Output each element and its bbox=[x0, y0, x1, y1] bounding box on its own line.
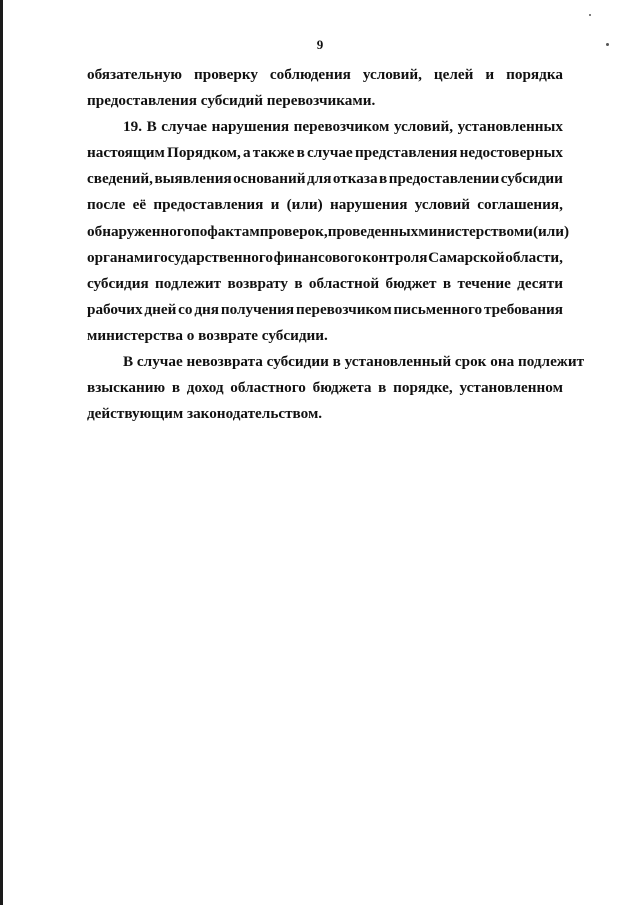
word: нарушения bbox=[329, 196, 408, 214]
word: субсидия bbox=[87, 274, 149, 292]
word: государственного bbox=[153, 248, 273, 266]
paragraph bbox=[87, 114, 570, 349]
word: выявления bbox=[154, 170, 232, 188]
word: для bbox=[307, 170, 332, 188]
word: отказа bbox=[332, 170, 378, 188]
text-line bbox=[87, 114, 563, 140]
word: проверок, bbox=[259, 222, 328, 240]
word: порядка bbox=[506, 66, 563, 83]
word: Самарской bbox=[428, 248, 505, 266]
word: письменного bbox=[393, 300, 483, 318]
word: десяти bbox=[517, 274, 563, 292]
word: перевозчиком bbox=[296, 300, 392, 318]
word: после bbox=[87, 196, 126, 214]
word: В bbox=[146, 118, 157, 136]
word: со bbox=[178, 300, 193, 318]
text-line bbox=[87, 349, 585, 375]
word: порядке, bbox=[393, 379, 453, 397]
word: соблюдения bbox=[269, 66, 351, 83]
word: сведений, bbox=[87, 170, 153, 188]
text-line bbox=[87, 297, 563, 323]
scan-speck bbox=[589, 14, 591, 16]
word: дня bbox=[194, 300, 220, 318]
text-line bbox=[87, 245, 563, 271]
word: представления bbox=[354, 144, 458, 162]
word: условий, bbox=[362, 66, 422, 83]
word: контроля bbox=[362, 248, 428, 266]
word: в bbox=[442, 274, 452, 292]
word: доход bbox=[186, 379, 224, 397]
word: министерства о возврате субсидии. bbox=[87, 326, 328, 344]
word: дней bbox=[144, 300, 177, 318]
word: В случае невозврата субсидии в установленный срок она подлежит bbox=[123, 353, 585, 371]
text-line bbox=[87, 375, 563, 401]
word: в bbox=[171, 379, 181, 397]
word: также bbox=[252, 144, 295, 162]
word: (или) bbox=[286, 196, 323, 214]
word: случае bbox=[306, 144, 353, 162]
word: её bbox=[132, 196, 147, 214]
word: по bbox=[190, 222, 208, 240]
paragraph bbox=[87, 349, 585, 427]
text-line bbox=[87, 192, 563, 218]
text-line bbox=[87, 62, 563, 88]
word: установленном bbox=[459, 379, 563, 397]
word: министерством bbox=[418, 222, 525, 240]
text-line bbox=[87, 140, 563, 166]
word: органами bbox=[87, 248, 153, 266]
word: области, bbox=[505, 248, 563, 266]
text-line bbox=[87, 219, 570, 245]
word: предоставления субсидий перевозчиками. bbox=[87, 92, 376, 110]
word: целей bbox=[433, 66, 474, 83]
word: бюджета bbox=[312, 379, 372, 397]
word: в bbox=[379, 170, 388, 188]
word: а bbox=[242, 144, 251, 162]
text-line bbox=[87, 271, 563, 297]
word: областного bbox=[230, 379, 306, 397]
word: получения bbox=[220, 300, 295, 318]
text-line bbox=[87, 166, 563, 192]
word: условий, bbox=[393, 118, 454, 136]
word: в bbox=[378, 379, 387, 397]
text-line bbox=[87, 323, 563, 349]
text-line bbox=[87, 401, 563, 427]
word: случае bbox=[161, 118, 208, 136]
word: подлежит bbox=[155, 274, 222, 292]
word: фактам bbox=[207, 222, 260, 240]
word: соглашения, bbox=[477, 196, 563, 214]
word: возврату bbox=[227, 274, 288, 292]
document-body bbox=[87, 62, 585, 427]
word: проведенных bbox=[327, 222, 419, 240]
word: взысканию bbox=[87, 379, 166, 397]
word: (или) bbox=[532, 222, 570, 240]
word: перевозчиком bbox=[293, 118, 390, 136]
page-number: 9 bbox=[316, 37, 324, 52]
word: и bbox=[485, 66, 495, 83]
word: настоящим bbox=[87, 144, 165, 162]
word: обнаруженного bbox=[87, 222, 191, 240]
word: и bbox=[524, 222, 533, 240]
word: недостоверных bbox=[459, 144, 563, 162]
word: требования bbox=[483, 300, 563, 318]
word: рабочих bbox=[87, 300, 143, 318]
word: 19. bbox=[123, 118, 142, 136]
word: нарушения bbox=[211, 118, 290, 136]
word: условий bbox=[414, 196, 471, 214]
scan-edge bbox=[0, 0, 3, 905]
word: установленных bbox=[457, 118, 563, 136]
word: в bbox=[294, 274, 303, 292]
word: предоставления bbox=[153, 196, 264, 214]
word: оснований bbox=[233, 170, 306, 188]
word: финансового bbox=[273, 248, 362, 266]
word: бюджет bbox=[385, 274, 437, 292]
word: предоставлении bbox=[388, 170, 500, 188]
word: субсидии bbox=[500, 170, 563, 188]
word: и bbox=[270, 196, 280, 214]
word: проверку bbox=[194, 66, 258, 83]
paragraph bbox=[87, 62, 563, 114]
word: течение bbox=[457, 274, 511, 292]
word: в bbox=[296, 144, 305, 162]
word: областной bbox=[308, 274, 380, 292]
word: действующим законодательством. bbox=[87, 405, 323, 423]
word: обязательную bbox=[87, 66, 183, 83]
text-line bbox=[87, 88, 563, 114]
word: Порядком, bbox=[167, 144, 241, 162]
